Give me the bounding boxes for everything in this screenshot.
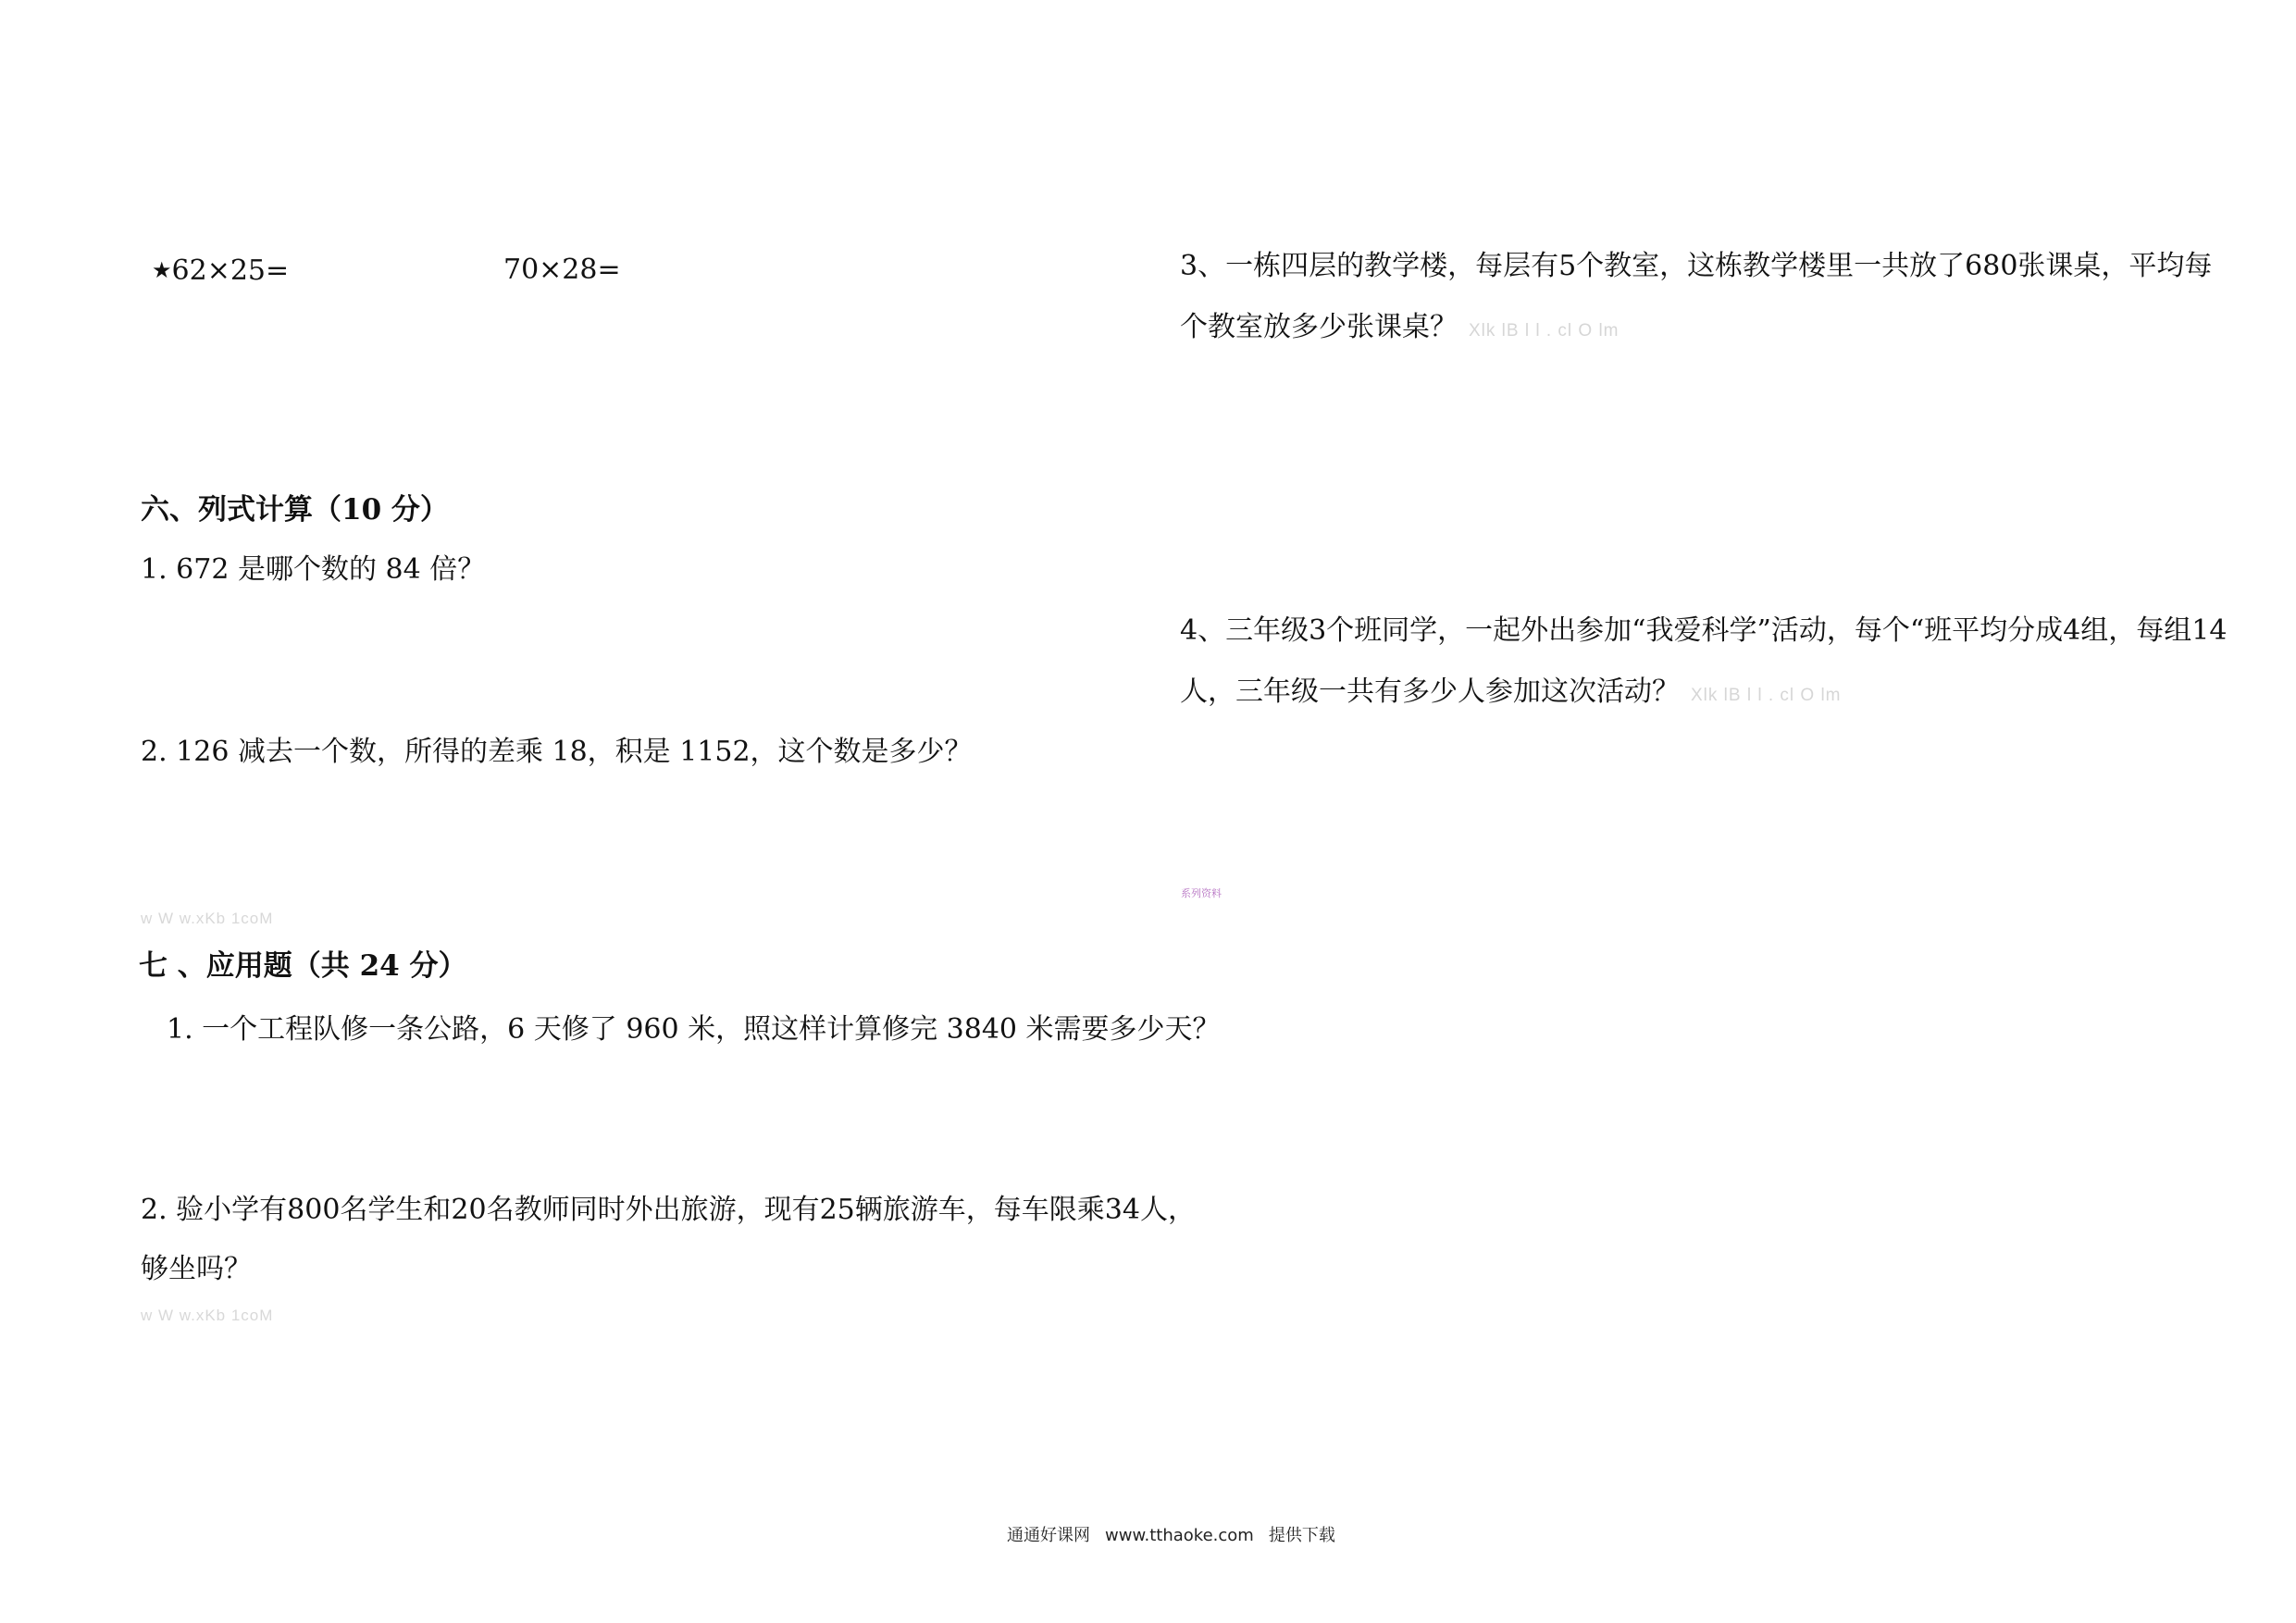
watermark-tiny: 系列资料 (1181, 888, 1222, 899)
calc-expression-1 (152, 252, 289, 290)
footer-url: www.tthaoke.com (1105, 1526, 1254, 1545)
section-7-question-1: 1. 一个工程队修一条公路，6 天修了 960 米，照这样计算修完 3840 米需要多少天？ (167, 1013, 1221, 1046)
footer-site-name: 通通好课网 (1007, 1526, 1090, 1545)
right-question-4-line-1: 4、三年级3个班同学，一起外出参加“我爱科学”活动，每个“班平均分成4组，每组14 (1180, 614, 2228, 647)
calc-expression-1-text: 62×25= (171, 254, 290, 287)
star-icon: ★ (152, 257, 172, 283)
section-7-question-2-line-1: 2. 验小学有800名学生和20名教师同时外出旅游，现有25辆旅游车，每车限乘34人， (141, 1194, 1196, 1226)
right-question-3-line-1: 3、一栋四层的教学楼，每层有5个教室，这栋教学楼里一共放了680张课桌，平均每 (1180, 250, 2213, 282)
watermark-left-2: w W w.xKb 1coM (141, 1307, 274, 1324)
footer-note: 提供下载 (1268, 1526, 1335, 1545)
right-question-3-line-2-text: 个教室放多少张课桌？ (1180, 311, 1458, 343)
section-6-title: 六、列式计算（10 分） (141, 493, 449, 527)
right-question-3-line-2 (1180, 309, 1620, 350)
watermark-inline-2: Xlk lB l l . cl O lm (1691, 686, 1842, 705)
calc-expression-2: 70×28= (503, 254, 621, 286)
right-question-4-line-2 (1180, 674, 1842, 714)
right-question-4-line-2-text: 人，三年级一共有多少人参加这次活动？ (1180, 675, 1680, 708)
section-7-title: 七 、应用题（共 24 分） (139, 949, 467, 983)
section-6-question-2: 2. 126 减去一个数，所得的差乘 18，积是 1152，这个数是多少？ (141, 736, 973, 768)
watermark-inline-1: Xlk lB l l . cl O lm (1469, 321, 1620, 341)
page-footer (1007, 1522, 1335, 1546)
section-6-question-1: 1. 672 是哪个数的 84 倍？ (141, 553, 486, 586)
section-7-question-2-line-2: 够坐吗？ (141, 1253, 252, 1285)
watermark-left-1: w W w.xKb 1coM (141, 910, 274, 927)
